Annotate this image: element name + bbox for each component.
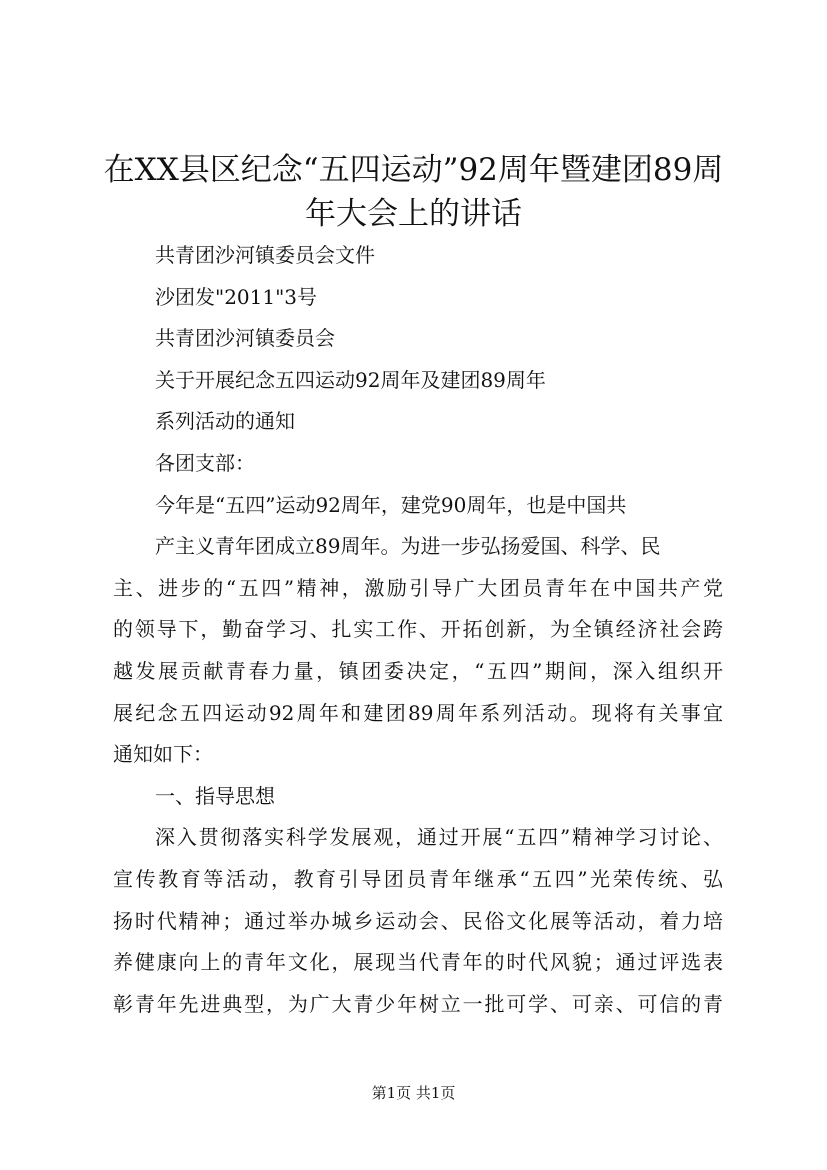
body-line-6: 各团支部： [155,450,255,475]
body-line-15: 深入贯彻落实科学发展观，通过开展“五四”精神学习讨论、 [155,825,723,850]
body-line-10: 的领导下，勤奋学习、扎实工作、开拓创新，为全镇经济社会跨 [113,617,723,642]
document-title: 在XX县区纪念“五四运动”92周年暨建团89周年大会上的讲话 [103,152,724,232]
body-line-8: 产主义青年团成立89周年。为进一步弘扬爱国、科学、民 [155,534,661,559]
body-line-16: 宣传教育等活动，教育引导团员青年继承“五四”光荣传统、弘 [113,866,723,891]
page-number-footer: 第1页 共1页 [371,1084,456,1102]
body-line-5: 系列活动的通知 [155,409,295,434]
body-line-12: 展纪念五四运动92周年和建团89周年系列活动。现将有关事宜 [113,700,723,725]
body-line-11: 越发展贡献青春力量，镇团委决定，“五四”期间，深入组织开 [113,658,723,683]
body-line-3: 共青团沙河镇委员会 [155,326,335,351]
document-body [113,235,723,1025]
body-line-19: 彰青年先进典型，为广大青少年树立一批可学、可亲、可信的青 [113,991,723,1016]
body-line-7: 今年是“五四”运动92周年，建党90周年，也是中国共 [155,492,627,517]
body-line-9: 主、进步的“五四”精神，激励引导广大团员青年在中国共产党 [113,575,723,600]
body-line-2: 沙团发"2011"3号 [155,284,318,309]
body-line-1: 共青团沙河镇委员会文件 [155,243,375,267]
body-line-17: 扬时代精神；通过举办城乡运动会、民俗文化展等活动，着力培 [113,908,723,933]
body-line-18: 养健康向上的青年文化，展现当代青年的时代风貌；通过评选表 [113,950,723,975]
body-line-13: 通知如下： [113,742,213,767]
section-heading: 一、指导思想 [155,783,275,808]
body-line-4: 关于开展纪念五四运动92周年及建团89周年 [155,367,546,392]
